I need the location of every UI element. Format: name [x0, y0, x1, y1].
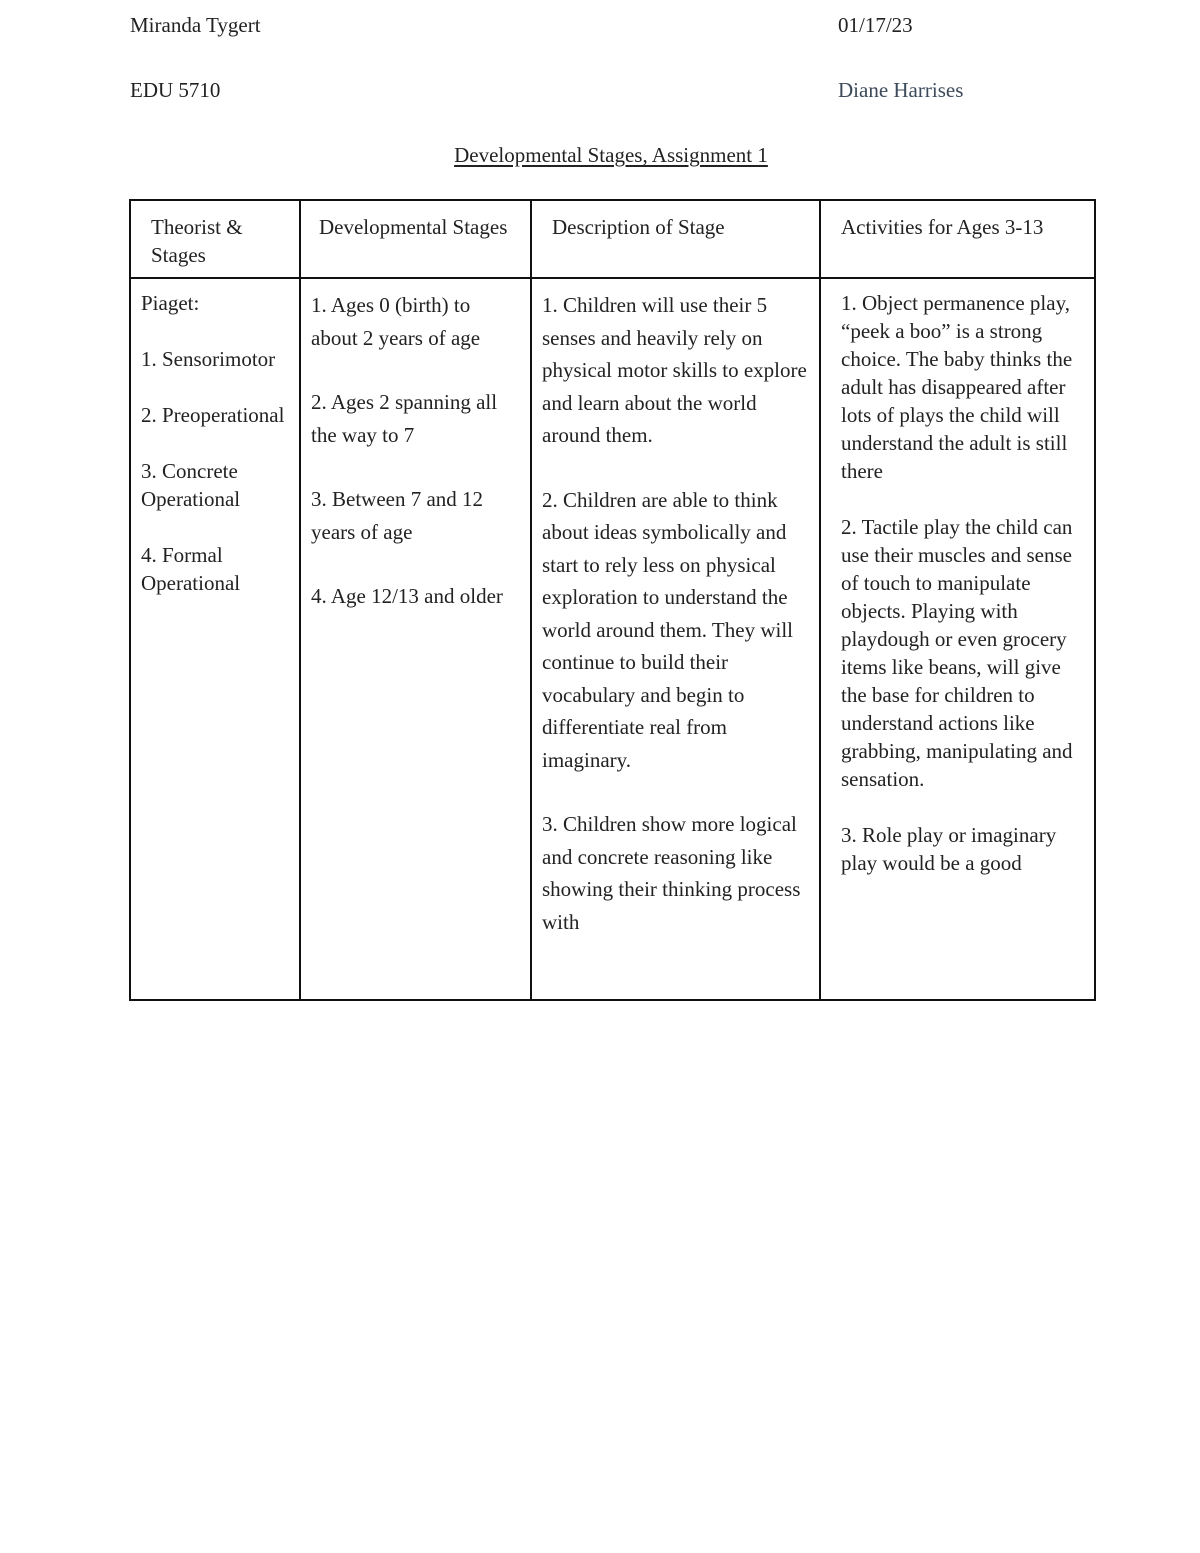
- column-header-activities: Activities for Ages 3-13: [820, 200, 1095, 278]
- table-header-row: [130, 200, 1095, 278]
- column-header-theorist: Theorist & Stages: [130, 200, 300, 278]
- column-header-developmental-stages: Developmental Stages: [300, 200, 531, 278]
- theorist-stage: 2. Preoperational: [141, 403, 285, 427]
- theorist-stage: 4. Formal Operational: [141, 543, 241, 595]
- document-title: Developmental Stages, Assignment 1: [454, 143, 768, 167]
- stage-description: 2. Children are able to think about ideas symbolically and start to rely less on physical exploration to understand the world around them. They will continue to build their vocabulary and begin to differentiate real from imaginary.: [542, 487, 793, 772]
- student-name: Miranda Tygert: [130, 13, 261, 37]
- description-cell: [531, 278, 820, 1000]
- course-code: EDU 5710: [130, 78, 221, 102]
- stage-activity: 3. Role play or imaginary play would be a good: [841, 823, 1057, 875]
- developmental-stages-table: [129, 199, 1096, 1001]
- table-row: [130, 278, 1095, 1000]
- theorist-name: Piaget:: [141, 291, 200, 315]
- instructor-name: Diane Harrises: [838, 78, 964, 102]
- stage-age-range: 4. Age 12/13 and older: [311, 584, 503, 608]
- developmental-stages-cell: [300, 278, 531, 1000]
- theorist-cell: [130, 278, 300, 1000]
- stage-activity: 2. Tactile play the child can use their muscles and sense of touch to manipulate objects. Playing with playdough or even grocery items like beans, will give the base for children to understand actions like grabbing, manipulating and sensation.: [841, 515, 1073, 791]
- stage-age-range: 2. Ages 2 spanning all the way to 7: [311, 390, 498, 447]
- activities-cell: [820, 278, 1095, 1000]
- stage-description: 1. Children will use their 5 senses and heavily rely on physical motor skills to explore and learn about the world around them.: [542, 293, 807, 447]
- theorist-stage: 1. Sensorimotor: [141, 347, 276, 371]
- theorist-stage: 3. Concrete Operational: [141, 459, 241, 511]
- stage-activity: 1. Object permanence play, “peek a boo” is a strong choice. The baby thinks the adult has disappeared after lots of plays the child will understand the adult is still there: [841, 291, 1073, 483]
- stage-description: 3. Children show more logical and concrete reasoning like showing their thinking process with: [542, 812, 801, 934]
- assignment-date: 01/17/23: [838, 13, 913, 37]
- stage-age-range: 1. Ages 0 (birth) to about 2 years of age: [311, 293, 481, 350]
- column-header-description: Description of Stage: [531, 200, 820, 278]
- stage-age-range: 3. Between 7 and 12 years of age: [311, 487, 484, 544]
